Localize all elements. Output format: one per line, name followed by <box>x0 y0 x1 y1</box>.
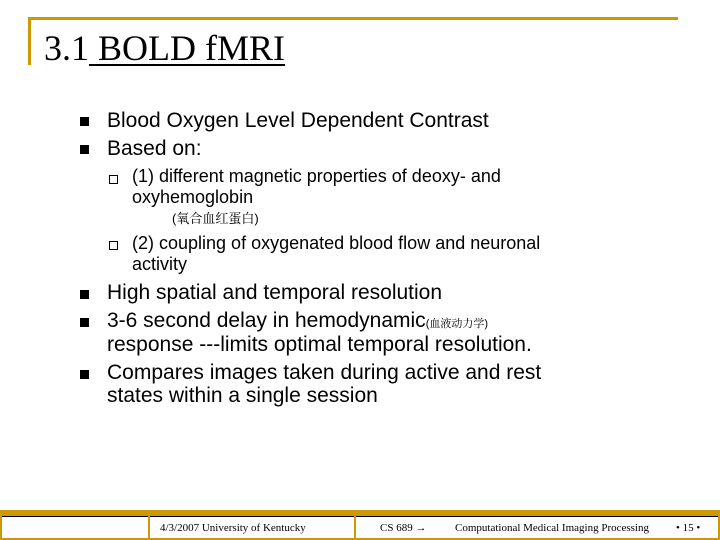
chinese-note-oxyhemoglobin: (氧合血红蛋白) <box>172 211 259 226</box>
sub-bullet-coupling-line1: (2) coupling of oxygenated blood flow and neuronal <box>132 233 541 253</box>
footer-separator <box>148 510 150 540</box>
bullet-compares-line1: Compares images taken during active and rest <box>107 361 542 384</box>
bullet-compares-line2: states within a single session <box>107 384 378 407</box>
footer-separator <box>354 510 356 540</box>
footer-rule <box>0 516 720 517</box>
chinese-note-hemodynamic: (血液动力学) <box>425 318 489 330</box>
bullet-based-on: Based on: <box>107 137 202 160</box>
bullet-blood-oxygen: Blood Oxygen Level Dependent Contrast <box>107 109 489 132</box>
footer-separator <box>0 510 2 540</box>
bullet-delay-line2: response ---limits optimal temporal resolution. <box>107 333 532 356</box>
bullet-square-icon <box>80 117 89 126</box>
bullet-square-icon <box>80 145 89 154</box>
bullet-square-icon <box>80 318 89 327</box>
delay-text: 3-6 second delay in hemodynamic <box>107 309 426 332</box>
sub-bullet-icon <box>109 175 118 184</box>
title-number: 3.1 <box>44 28 89 68</box>
title-text: BOLD fMRI <box>89 28 285 68</box>
sub-bullet-magnetic-line2: oxyhemoglobin <box>132 187 254 207</box>
bullet-square-icon <box>80 370 89 379</box>
footer-page-number: • 15 • <box>676 522 701 534</box>
bullet-square-icon <box>80 290 89 299</box>
sub-bullet-coupling-line2: activity <box>132 254 188 274</box>
sub-bullet-icon <box>109 241 118 250</box>
footer-course-name: Computational Medical Imaging Processing <box>455 522 649 534</box>
footer-course: CS 689 → <box>380 522 427 534</box>
sub-bullet-magnetic-line1: (1) different magnetic properties of deoxy- and <box>132 166 501 186</box>
bullet-resolution: High spatial and temporal resolution <box>107 281 443 304</box>
footer-date-org: 4/3/2007 University of Kentucky <box>160 522 306 534</box>
slide-footer <box>0 510 720 540</box>
